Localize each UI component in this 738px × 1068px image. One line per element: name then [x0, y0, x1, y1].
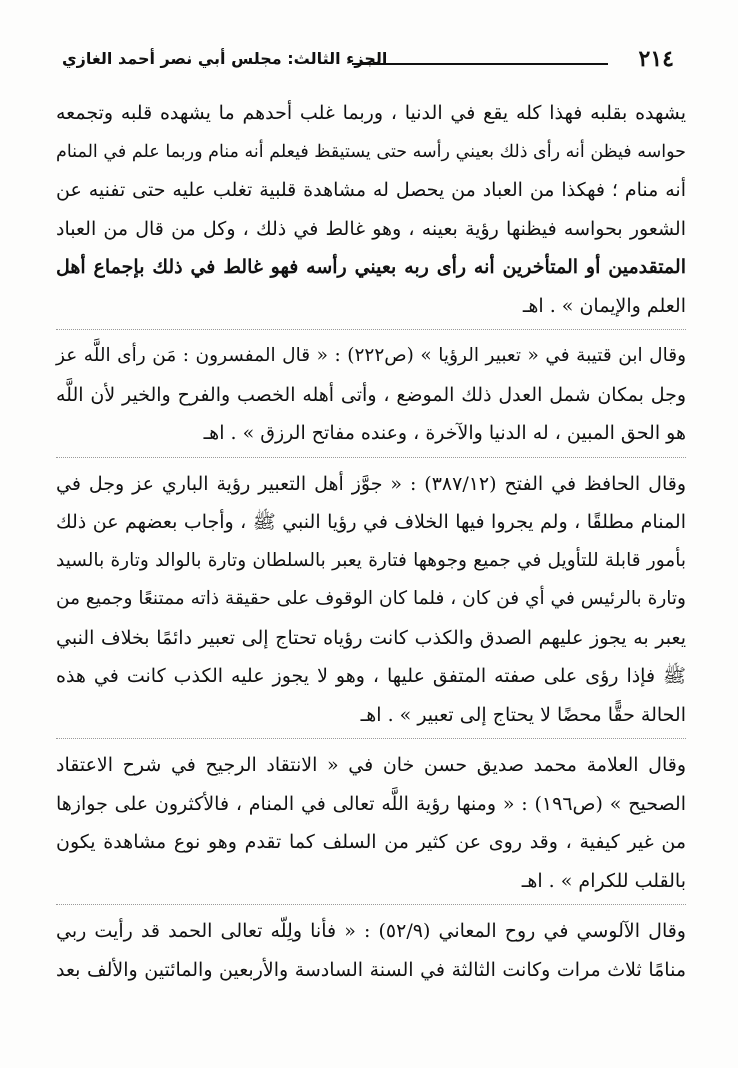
text-line: ﷺ فإذا رؤى على صفته المتفق عليها ، وهو لا يجوز عليه الكذب كانت في هذه	[56, 665, 686, 687]
text-line: الصحيح » (ص١٩٦) : « ومنها رؤية اللَّه تعالى في المنام ، فالأكثرون على جوازها	[56, 792, 686, 815]
paragraph-separator	[56, 329, 686, 337]
text-line: هو الحق المبين ، له الدنيا والآخرة ، وعنده مفاتح الرزق » . اهـ	[203, 422, 686, 444]
page-header	[62, 44, 674, 78]
text-line: وتارة بالرئيس في أي فن كان ، فلما كان الوقوف على حقيقة ذاته ممتنعًا وجميع من	[56, 588, 686, 609]
text-line: وقال العلامة محمد صديق حسن خان في « الانتقاد الرجيح في شرح الاعتقاد	[56, 754, 686, 776]
page-body	[56, 94, 686, 989]
text-line: المنام مطلقًا ، ولم يجروا فيها الخلاف في رؤيا النبي ﷺ ، وأجاب بعضهم عن ذلك	[56, 511, 686, 533]
page-number: ٢١٤	[638, 46, 674, 72]
text-line: وقال ابن قتيبة في « تعبير الرؤيا » (ص٢٢٢) : « قال المفسرون : مَن رأى اللَّه عز	[56, 345, 686, 366]
text-line: حواسه فيظن أنه رأى ذلك بعيني رأسه حتى يستيقظ فيعلم أنه منام وربما علم في المنام	[56, 141, 686, 162]
text-line: بأمور قابلة للتأويل في جميع وجوهها فتارة يعبر بالسلطان وتارة بالوالد وتارة بالسيد	[56, 549, 686, 571]
text-line: من غير كيفية ، وقد روى عن كثير من السلف كما تقدم وهو نوع مشاهدة يكون	[56, 831, 686, 853]
text-line: منامًا ثلاث مرات وكانت الثالثة في السنة السادسة والأربعين والمائتين والألف بعد	[56, 958, 686, 981]
text-line: أنه منام ؛ فهكذا من العباد من يحصل له مشاهدة قلبية تغلب عليه حتى تفنيه عن	[56, 179, 686, 201]
paragraph-separator	[56, 738, 686, 746]
text-line: بالقلب للكرام » . اهـ	[521, 869, 686, 892]
paragraph-separator	[56, 904, 686, 912]
text-line: وقال الحافظ في الفتح (٣٨٧/١٢) : « جوَّز أهل التعبير رؤية الباري عز وجل في	[56, 472, 687, 495]
text-line: وجل بمكان شمل العدل ذلك الموضع ، وأتى أهله الخصب والفرح والخير لأن اللَّه	[56, 383, 686, 406]
text-line-bold: المتقدمين أو المتأخرين أنه رأى ربه بعيني رأسه فهو غالط في ذلك بإجماع أهل	[56, 256, 686, 278]
header-rule	[352, 63, 608, 65]
paragraph-separator	[56, 457, 686, 465]
text-line: العلم والإيمان » . اهـ	[522, 294, 686, 317]
text-line: الحالة حقًّا محضًا لا يحتاج إلى تعبير » . اهـ	[360, 703, 686, 726]
text-line: وقال الآلوسي في روح المعاني (٥٢/٩) : « فأنا ولِلّه تعالى الحمد قد رأيت ربي	[56, 920, 686, 942]
running-title: الجزء الثالث: مجلس أبي نصر أحمد الغازي	[62, 49, 388, 68]
text-line: يشهده بقلبه فهذا كله يقع في الدنيا ، وربما غلب أحدهم ما يشهده قلبه وتجمعه	[56, 102, 686, 124]
text-line: يعبر به يجوز عليهم الصدق والكذب كانت رؤياه تحتاج إلى تعبير دائمًا بخلاف النبي	[56, 626, 686, 649]
text-line: الشعور بحواسه فيظنها رؤية بعينه ، وهو غالط في ذلك ، وكل من قال من العباد	[56, 217, 686, 240]
